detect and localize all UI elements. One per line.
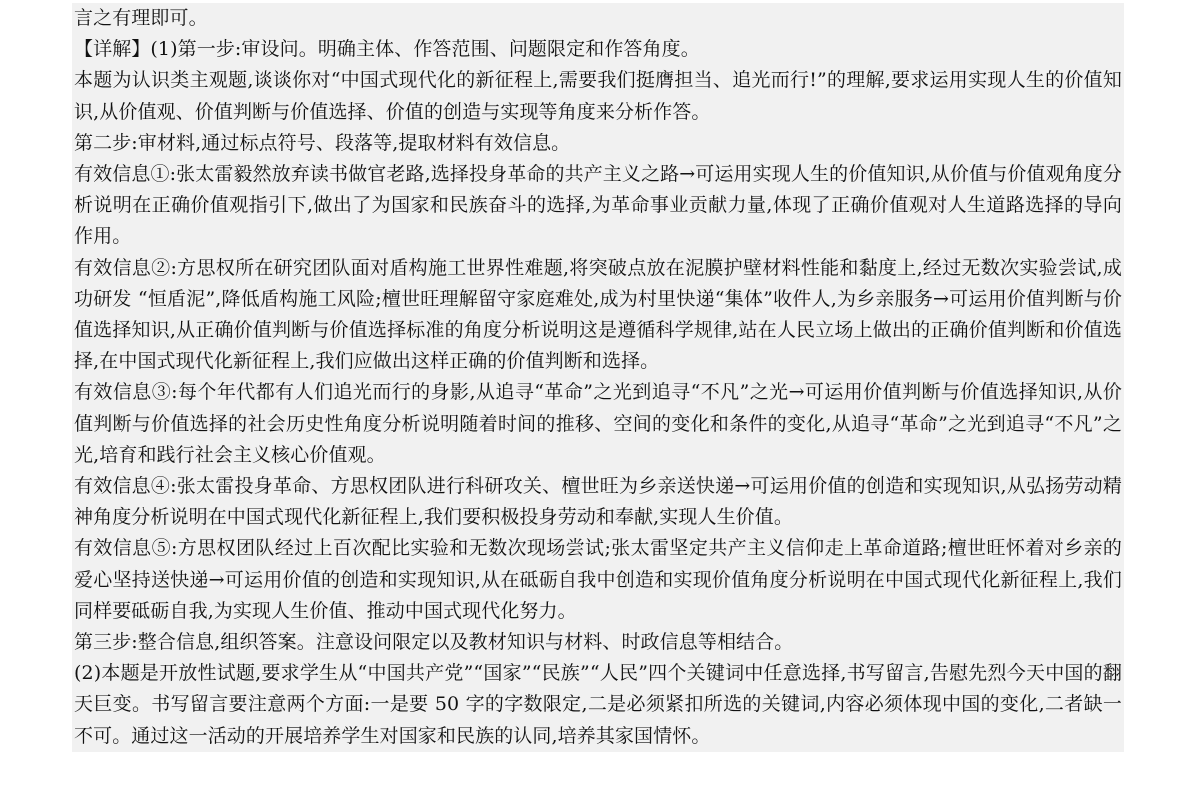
paragraph-question-analysis: 本题为认识类主观题,谈谈你对“中国式现代化的新征程上,需要我们挺膺担当、追光而行!”的理解,要求运用实现人生的价值知识,从价值观、价值判断与价值选择、价值的创造与实现等角度来分析作答。 [74,69,1122,123]
paragraph-step-three: 第三步:整合信息,组织答案。注意设问限定以及教材知识与材料、时政信息等相结合。 [74,631,794,654]
paragraph-part-two: (2)本题是开放性试题,要求学生从“中国共产党”“国家”“民族”“人民”四个关键词中任意选择,书写留言,告慰先烈今天中国的翻天巨变。书写留言要注意两个方面:一是要 50 字的字数限定,二是必须紧扣所选的关键词,内容必须体现中国的变化,二者缺一不可。通过这一活动的开展培养学生对国家和民族的认同,培养其家国情怀。 [74,662,1122,747]
answer-explanation-document [72,3,1124,752]
paragraph-info-1: 有效信息①:张太雷毅然放弃读书做官老路,选择投身革命的共产主义之路→可运用实现人生的价值知识,从价值与价值观角度分析说明在正确价值观指引下,做出了为国家和民族奋斗的选择,为革命事业贡献力量,体现了正确价值观对人生道路选择的导向作用。 [74,163,1122,248]
paragraph-step-two: 第二步:审材料,通过标点符号、段落等,提取材料有效信息。 [74,131,571,154]
paragraph-info-2: 有效信息②:方思权所在研究团队面对盾构施工世界性难题,将突破点放在泥膜护壁材料性能和黏度上,经过无数次实验尝试,成功研发 “恒盾泥”,降低盾构施工风险;檀世旺理解留守家庭难处,成为村里快递“集体”收件人,为乡亲服务→可运用价值判断与价值选择知识,从正确价值判断与价值选择标准的角度分析说明这是遵循科学规律,站在人民立场上做出的正确价值判断和价值选择,在中国式现代化新征程上,我们应做出这样正确的价值判断和选择。 [74,256,1122,373]
paragraph-closing-note: 言之有理即可。 [74,7,208,29]
paragraph-detail-step-one: 【详解】(1)第一步:审设问。明确主体、作答范围、问题限定和作答角度。 [74,38,700,61]
paragraph-info-5: 有效信息⑤:方思权团队经过上百次配比实验和无数次现场尝试;张太雷坚定共产主义信仰走上革命道路;檀世旺怀着对乡亲的爱心坚持送快递→可运用价值的创造和实现知识,从在砥砺自我中创造和实现价值角度分析说明在中国式现代化新征程上,我们同样要砥砺自我,为实现人生价值、推动中国式现代化努力。 [74,537,1122,622]
paragraph-info-3: 有效信息③:每个年代都有人们追光而行的身影,从追寻“革命”之光到追寻“不凡”之光→可运用价值判断与价值选择知识,从价值判断与价值选择的社会历史性角度分析说明随着时间的推移、空间的变化和条件的变化,从追寻“革命”之光到追寻“不凡”之光,培育和践行社会主义核心价值观。 [74,381,1122,466]
paragraph-info-4: 有效信息④:张太雷投身革命、方思权团队进行科研攻关、檀世旺为乡亲送快递→可运用价值的创造和实现知识,从弘扬劳动精神角度分析说明在中国式现代化新征程上,我们要积极投身劳动和奉献,实现人生价值。 [74,475,1122,529]
